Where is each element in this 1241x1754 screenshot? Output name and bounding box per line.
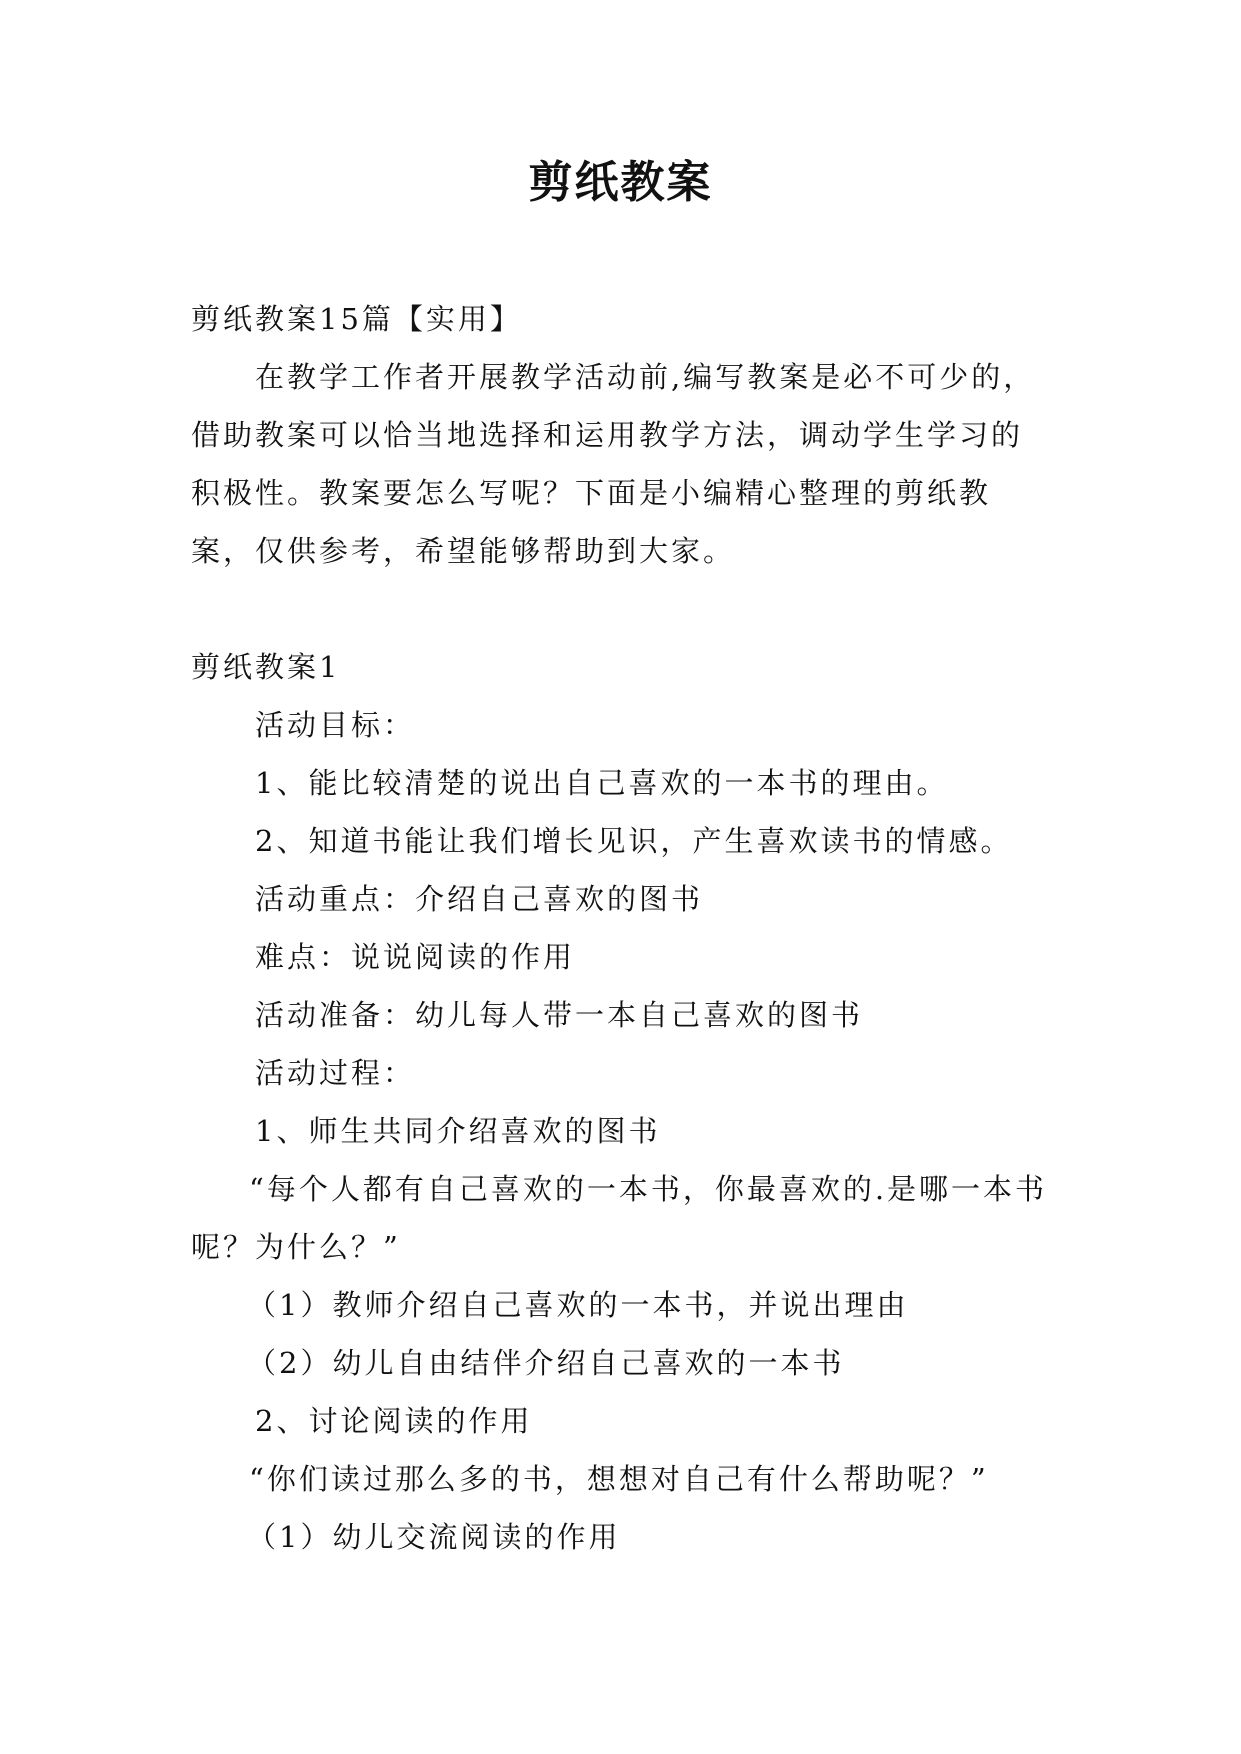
teacher-question-1: “每个人都有自己喜欢的一本书，你最喜欢的.是哪一本书呢？为什么？” xyxy=(191,1172,1048,1264)
activity-difficulty: 难点：说说阅读的作用 xyxy=(255,940,576,974)
activity-process-label: 活动过程： xyxy=(255,1056,416,1090)
process-substep-1-1: （1）教师介绍自己喜欢的一本书，并说出理由 xyxy=(247,1288,909,1322)
intro-paragraph: 在教学工作者开展教学活动前,编写教案是必不可少的，借助教案可以恰当地选择和运用教学方法，调动学生学习的积极性。教案要怎么写呢？下面是小编精心整理的剪纸教案，仅供参考，希望能够帮助到大家。 xyxy=(191,360,1036,568)
section-spacer xyxy=(191,580,1051,638)
goal-item-2: 2、知道书能让我们增长见识，产生喜欢读书的情感。 xyxy=(255,824,1013,858)
teacher-question-2: “你们读过那么多的书，想想对自己有什么帮助呢？” xyxy=(249,1462,989,1496)
document-body xyxy=(191,290,1051,1566)
process-step-1: 1、师生共同介绍喜欢的图书 xyxy=(255,1114,661,1148)
document-title: 剪纸教案 xyxy=(528,157,713,208)
section-heading: 剪纸教案1 xyxy=(191,650,341,684)
process-substep-2-1: （1）幼儿交流阅读的作用 xyxy=(247,1520,621,1554)
document-subtitle: 剪纸教案15篇【实用】 xyxy=(191,302,522,336)
activity-preparation: 活动准备：幼儿每人带一本自己喜欢的图书 xyxy=(255,998,864,1032)
process-step-2: 2、讨论阅读的作用 xyxy=(255,1404,533,1438)
process-substep-1-2: （2）幼儿自由结伴介绍自己喜欢的一本书 xyxy=(247,1346,845,1380)
activity-goal-label: 活动目标： xyxy=(255,708,416,742)
goal-item-1: 1、能比较清楚的说出自己喜欢的一本书的理由。 xyxy=(255,766,949,800)
activity-focus: 活动重点：介绍自己喜欢的图书 xyxy=(255,882,704,916)
